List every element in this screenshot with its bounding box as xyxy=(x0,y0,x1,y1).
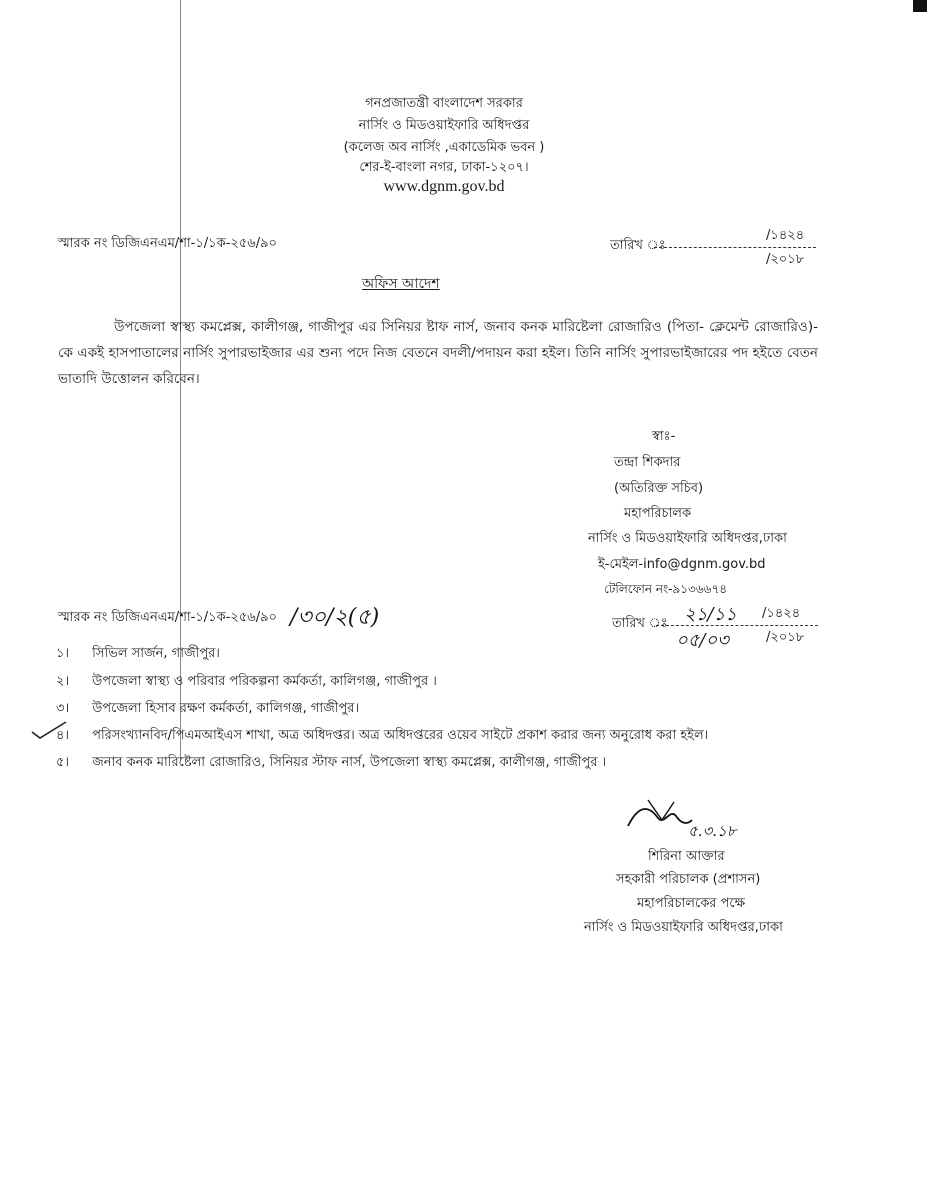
memo2-date-english: /২০১৮ xyxy=(766,630,805,645)
signatory-rank: (অতিরিক্ত সচিব) xyxy=(614,481,704,496)
distribution-item xyxy=(56,672,437,693)
scan-artifact xyxy=(913,0,927,12)
signatory2-office: নার্সিং ও মিডওয়াইফারি অধিদপ্তর,ঢাকা xyxy=(584,920,783,935)
distribution-text: উপজেলা স্বাস্থ্য ও পরিবার পরিকল্পনা কর্মকর্তা, কালিগঞ্জ, গাজীপুর । xyxy=(92,674,437,689)
signatory-phone: টেলিফোন নং-৯১৩৬৬৭৪ xyxy=(604,582,728,596)
memo2-handwritten-english: ০৫/০৩ xyxy=(676,630,729,651)
signatory-designation: মহাপরিচালক xyxy=(624,506,692,521)
distribution-text: পরিসংখ্যানবিদ/পিএমআইএস শাখা, অত্র অধিদপ্তর। অত্র অধিদপ্তরের ওয়েব সাইটে প্রকাশ করার জন্য অনুরোধ করা হইল। xyxy=(92,728,709,743)
distribution-text: সিভিল সার্জন, গাজীপুর। xyxy=(92,646,220,661)
header-building: (কলেজ অব নার্সিং ,একাডেমিক ভবন ) xyxy=(343,140,545,155)
distribution-num: ৩। xyxy=(56,701,70,716)
signed-mark: স্বাঃ- xyxy=(652,429,676,444)
memo2-handwritten-ref: /৩০/২(৫) xyxy=(290,605,380,630)
header-address: শের-ই-বাংলা নগর, ঢাকা-১২০৭। xyxy=(359,160,529,175)
signature-date: ৫.৩.১৮ xyxy=(688,822,737,840)
header-govt: গনপ্রজাতন্ত্রী বাংলাদেশ সরকার xyxy=(365,96,523,111)
date-bangla: /১৪২৪ xyxy=(766,228,805,243)
distribution-item xyxy=(56,726,708,747)
memo2-ref: স্মারক নং ডিজিএনএম/শা-১/১ক-২৫৬/৯০ xyxy=(58,610,277,625)
signatory2-on-behalf: মহাপরিচালকের পক্ষে xyxy=(637,896,746,911)
office-order-title: অফিস আদেশ xyxy=(362,276,440,292)
memo2-date-bangla: /১৪২৪ xyxy=(762,606,801,621)
distribution-num: ৪। xyxy=(56,728,70,743)
memo-ref: স্মারক নং ডিজিএনএম/শা-১/১ক-২৫৬/৯০ xyxy=(58,236,277,251)
memo2-handwritten-bangla: ২১/১১ xyxy=(684,604,737,625)
memo2-date-label: তারিখ ঃ xyxy=(612,616,668,631)
distribution-item xyxy=(56,753,606,774)
distribution-num: ২। xyxy=(56,674,70,689)
header-directorate: নার্সিং ও মিডওয়াইফারি অধিদপ্তর xyxy=(358,118,530,133)
distribution-item xyxy=(56,699,359,720)
signatory2-name: শিরিনা আক্তার xyxy=(648,849,725,864)
signatory2-designation: সহকারী পরিচালক (প্রশাসন) xyxy=(616,872,761,887)
date-label: তারিখ ঃ xyxy=(610,238,666,253)
distribution-text: উপজেলা হিসাব রক্ষণ কর্মকর্তা, কালিগঞ্জ, গাজীপুর। xyxy=(92,701,360,716)
header-website: www.dgnm.gov.bd xyxy=(383,178,505,195)
distribution-num: ৫। xyxy=(56,755,70,770)
distribution-num: ১। xyxy=(56,646,70,661)
check-mark-icon xyxy=(30,720,70,744)
distribution-item xyxy=(56,644,220,665)
date-line xyxy=(654,247,816,248)
signatory-email: ই-মেইল-info@dgnm.gov.bd xyxy=(598,557,766,572)
signatory-office: নার্সিং ও মিডওয়াইফারি অধিদপ্তর,ঢাকা xyxy=(588,531,787,546)
signatory-name: তন্দ্রা শিকদার xyxy=(614,455,681,470)
distribution-text: জনাব কনক মারিষ্টেলা রোজারিও, সিনিয়র স্টাফ নার্স, উপজেলা স্বাস্থ্য কমপ্লেক্স, কালীগঞ্জ, গাজীপুর । xyxy=(92,755,607,770)
date-english: /২০১৮ xyxy=(766,252,805,267)
order-body: উপজেলা স্বাস্থ্য কমপ্লেক্স, কালীগঞ্জ, গাজীপুর এর সিনিয়র ষ্টাফ নার্স, জনাব কনক মারিষ্টেলা রোজারিও (পিতা- ক্লেমেন্ট রোজারিও)-কে একই হাসপাতালের নার্সিং সুপারভাইজার এর শুন্য পদে নিজ বেতনে বদলী/পদায়ন করা হইল। তিনি নার্সিং সুপারভাইজারের পদ হইতে বেতন ভাতাদি উত্তোলন করিবেন। xyxy=(58,319,818,387)
